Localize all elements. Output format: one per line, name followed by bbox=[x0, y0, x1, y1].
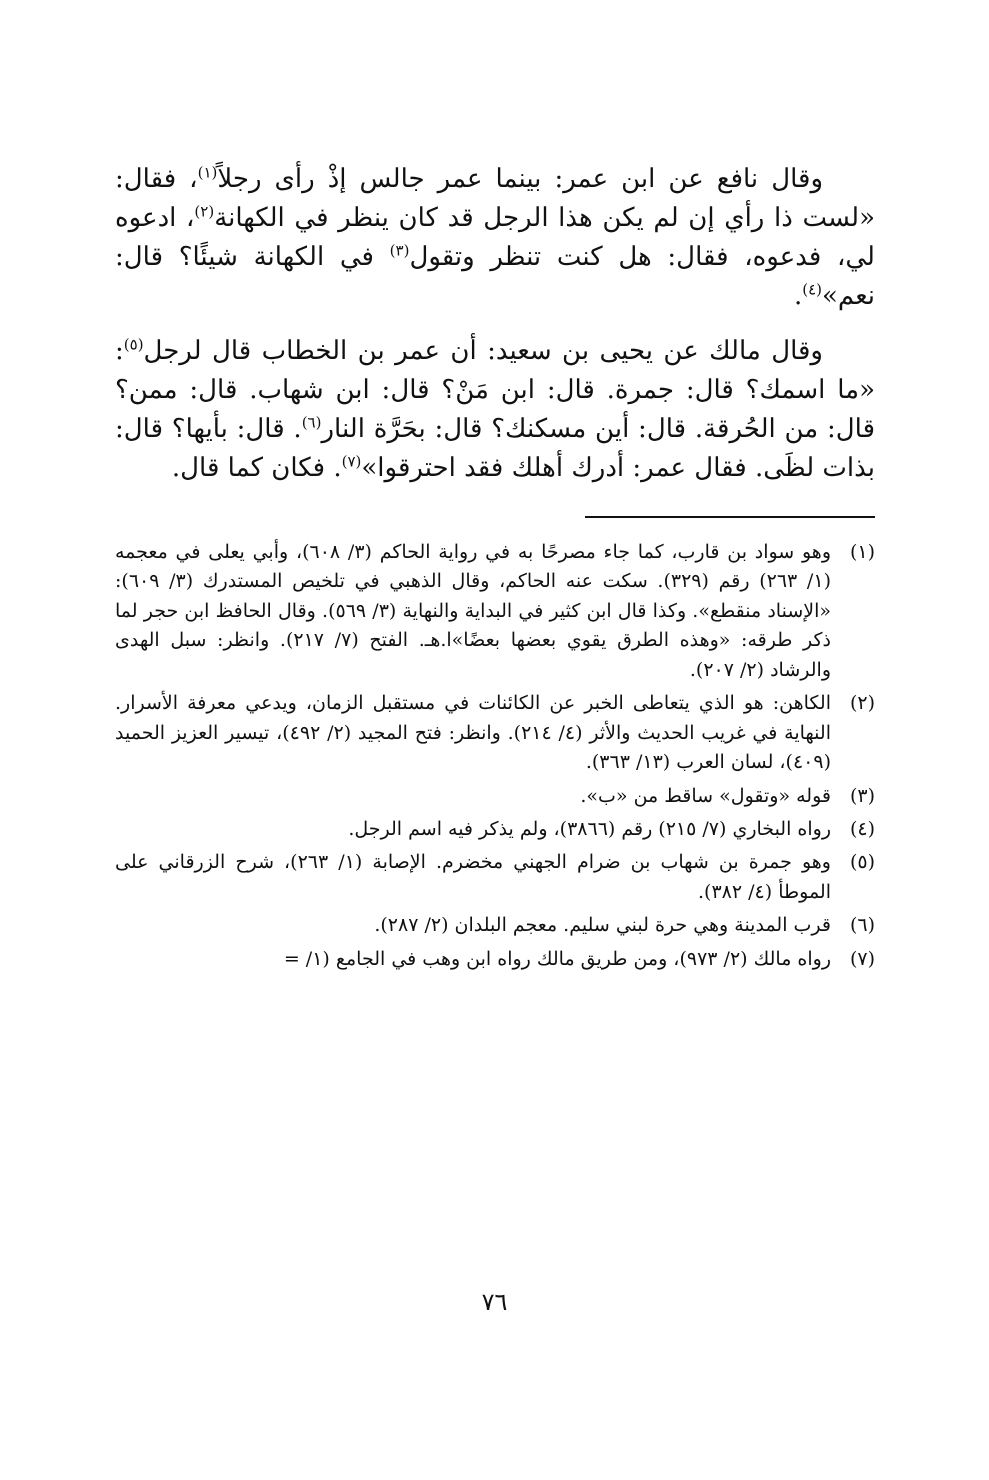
footnote-text: رواه مالك (٢/ ٩٧٣)، ومن طريق مالك رواه ابن وهب في الجامع (١/ = bbox=[283, 947, 831, 970]
text-run: ، فقال: «لست ذا رأي إن لم يكن هذا الرجل قد كان ينظر في الكهانة bbox=[115, 164, 875, 233]
text-run: : «ما اسمك؟ قال: جمرة. قال: ابن مَنْ؟ قال: ابن شهاب. قال: ممن؟ قال: من الحُرقة. قال: أين مسكنك؟ قال: بحَرَّة النار bbox=[115, 336, 875, 444]
footnote-marker: (٥) bbox=[123, 335, 144, 354]
text-run: . bbox=[793, 281, 803, 311]
footnote-2 bbox=[115, 689, 875, 777]
footnote-marker: (١) bbox=[197, 163, 218, 182]
footnote-number: (٧) bbox=[849, 947, 875, 970]
footnote-number: (٦) bbox=[849, 914, 875, 937]
footnote-text: وهو سواد بن قارب، كما جاء مصرحًا به في رواية الحاكم (٣/ ٦٠٨)، وأبي يعلى في معجمه (١/ ٢٦٣) رقم (٣٢٩). سكت عنه الحاكم، وقال الذهبي في تلخيص المستدرك (٣/ ٦٠٩): «الإسناد منقطع». وكذا قال ابن كثير في البداية والنهاية (٣/ ٥٦٩). وقال الحافظ ابن حجر لما ذكر طرقه: «وهذه الطرق يقوي بعضها بعضًا»ا.هـ. الفتح (٧/ ٢١٧). وانظر: سبل الهدى والرشاد (٢/ ٢٠٧). bbox=[115, 541, 832, 681]
footnote-marker: (٧) bbox=[341, 452, 362, 471]
footnote-marker: (٢) bbox=[194, 202, 215, 221]
book-page bbox=[115, 160, 875, 978]
footnote-text: قوله «وتقول» ساقط من «ب». bbox=[580, 784, 831, 807]
main-text bbox=[115, 160, 875, 488]
footnote-5 bbox=[115, 848, 875, 907]
text-run: . فكان كما قال. bbox=[171, 453, 342, 483]
footnote-separator bbox=[585, 516, 875, 518]
footnote-marker: (٤) bbox=[802, 280, 822, 299]
footnote-7 bbox=[115, 945, 875, 974]
footnote-marker: (٦) bbox=[301, 413, 322, 432]
paragraph-nafi bbox=[115, 160, 875, 316]
text-run: وقال مالك عن يحيى بن سعيد: أن عمر بن الخطاب قال لرجل bbox=[143, 336, 823, 366]
footnote-text: وهو جمرة بن شهاب بن ضرام الجهني مخضرم. الإصابة (١/ ٢٦٣)، شرح الزرقاني على الموطأ (٤/ ٣٨٢). bbox=[115, 851, 831, 903]
footnote-1 bbox=[115, 538, 875, 685]
footnote-4 bbox=[115, 815, 875, 844]
footnote-3 bbox=[115, 782, 875, 811]
footnote-text: قرب المدينة وهي حرة لبني سليم. معجم البلدان (٢/ ٢٨٧). bbox=[374, 914, 831, 937]
text-run: وقال نافع عن ابن عمر: بينما عمر جالس إذْ رأى رجلاً bbox=[217, 164, 823, 194]
footnote-number: (٥) bbox=[849, 851, 875, 874]
footnotes-section bbox=[115, 538, 875, 974]
footnote-number: (١) bbox=[849, 541, 875, 563]
footnote-text: الكاهن: هو الذي يتعاطى الخبر عن الكائنات في مستقبل الزمان، ويدعي معرفة الأسرار. النهاية في غريب الحديث والأثر (٤/ ٢١٤). وانظر: فتح المجيد (٢/ ٤٩٢)، تيسير العزيز الحميد (٤٠٩)، لسان العرب (١٣/ ٣٦٣). bbox=[115, 692, 831, 774]
footnote-6 bbox=[115, 911, 875, 940]
footnote-text: رواه البخاري (٧/ ٢١٥) رقم (٣٨٦٦)، ولم يذكر فيه اسم الرجل. bbox=[348, 817, 831, 840]
paragraph-malik bbox=[115, 332, 875, 488]
page-number: ٧٦ bbox=[481, 1288, 508, 1316]
footnote-marker: (٣) bbox=[389, 241, 410, 260]
footnote-number: (٤) bbox=[849, 817, 875, 840]
text-run: في الكهانة شيئًا؟ قال: نعم» bbox=[115, 242, 875, 311]
text-run: ، ادعوه لي، فدعوه، فقال: هل كنت تنظر وتقول bbox=[115, 203, 875, 272]
footnote-number: (٢) bbox=[849, 692, 875, 715]
footnote-number: (٣) bbox=[849, 784, 875, 807]
text-run: . قال: بأيها؟ قال: بذات لظَى. فقال عمر: أدرك أهلك فقد احترقوا» bbox=[115, 414, 875, 483]
